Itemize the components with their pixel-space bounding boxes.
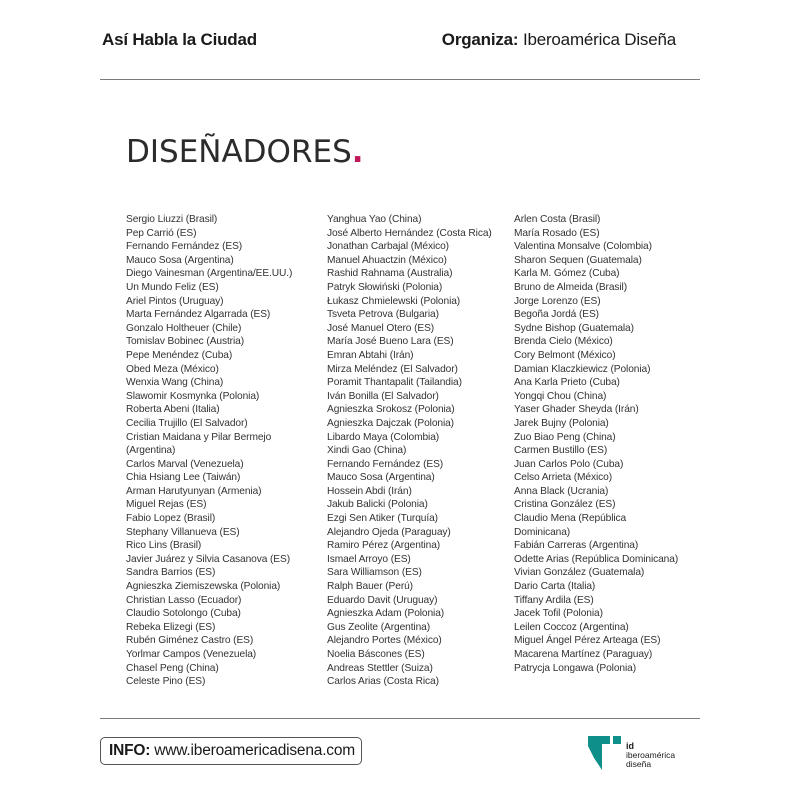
designer-entry: Dario Carta (Italia)	[514, 581, 596, 593]
designer-entry: Christian Lasso (Ecuador)	[126, 594, 242, 606]
iberoamerica-disena-logo	[588, 736, 708, 776]
designer-entry: Brenda Cielo (México)	[514, 336, 613, 348]
designer-entry: Cristina González (ES)	[514, 499, 616, 511]
designers-column-1	[126, 213, 316, 689]
designer-entry: Pepe Menéndez (Cuba)	[126, 349, 233, 361]
designers-column-3	[514, 213, 714, 675]
designer-entry: Carmen Bustillo (ES)	[514, 445, 608, 457]
designer-entry: Cecilia Trujillo (El Salvador)	[126, 417, 248, 429]
designer-entry: (Argentina)	[126, 445, 176, 457]
designer-entry: Libardo Maya (Colombia)	[327, 431, 440, 443]
designer-entry: José Manuel Otero (ES)	[327, 322, 435, 334]
designer-entry: Mauco Sosa (Argentina)	[126, 254, 234, 266]
designer-entry: Rashid Rahnama (Australia)	[327, 268, 453, 280]
designer-entry: Stephany Villanueva (ES)	[126, 526, 240, 538]
designer-entry: Claudio Mena (República	[514, 513, 627, 525]
designer-entry: Juan Carlos Polo (Cuba)	[514, 458, 624, 470]
organizer-label: Organiza:	[441, 30, 519, 49]
designer-entry: Cristian Maidana y Pilar Bermejo	[126, 431, 272, 443]
designer-entry: Miguel Rejas (ES)	[126, 499, 207, 511]
designer-entry: Diego Vainesman (Argentina/EE.UU.)	[126, 268, 293, 280]
designer-entry: Miguel Ángel Pérez Arteaga (ES)	[514, 635, 661, 647]
designer-entry: Rubén Giménez Castro (ES)	[126, 635, 254, 647]
designer-entry: Rico Lins (Brasil)	[126, 540, 202, 552]
designer-entry: Macarena Martínez (Paraguay)	[514, 649, 653, 660]
designer-entry: Slawomir Kosmynka (Polonia)	[126, 390, 260, 402]
designer-entry: Dominicana)	[514, 526, 571, 538]
designer-entry: Carlos Marval (Venezuela)	[126, 458, 244, 470]
designer-entry: Alejandro Ojeda (Paraguay)	[327, 526, 451, 538]
designer-entry: Ariel Pintos (Uruguay)	[126, 295, 224, 307]
designer-entry: Hossein Abdi (Irán)	[327, 485, 412, 497]
info-url[interactable]: www.iberoamericadisena.com	[154, 742, 355, 759]
page-title	[126, 134, 364, 170]
designer-entry: Arlen Costa (Brasil)	[514, 214, 601, 225]
designer-entry: Zuo Biao Peng (China)	[514, 431, 616, 443]
designer-entry: Patrycja Longawa (Polonia)	[514, 662, 636, 674]
page-header	[100, 30, 700, 54]
designer-entry: Jakub Balicki (Polonia)	[327, 499, 428, 511]
designer-entry: Jarek Bujny (Polonia)	[514, 417, 609, 429]
designer-entry: Fernando Fernández (ES)	[126, 241, 243, 253]
logo-mark-icon	[588, 736, 624, 772]
designer-entry: Javier Juárez y Silvia Casanova (ES)	[126, 553, 290, 565]
designer-entry: Fabio Lopez (Brasil)	[126, 513, 216, 525]
designer-entry: Emran Abtahi (Irán)	[327, 349, 414, 361]
designer-entry: Tsveta Petrova (Bulgaria)	[327, 309, 439, 321]
logo-wordmark	[626, 742, 675, 769]
designer-entry: Ismael Arroyo (ES)	[327, 553, 411, 565]
designer-entry: Gonzalo Holtheuer (Chile)	[126, 322, 242, 334]
designer-entry: Yongqi Chou (China)	[514, 390, 607, 402]
designer-entry: Ramiro Pérez (Argentina)	[327, 540, 441, 552]
designer-entry: Ezgi Sen Atiker (Turquía)	[327, 513, 438, 525]
designer-entry: José Alberto Hernández (Costa Rica)	[327, 227, 492, 239]
designer-entry: Jacek Tofil (Polonia)	[514, 608, 603, 620]
designer-entry: Chasel Peng (China)	[126, 662, 219, 674]
designer-entry: Roberta Abeni (Italia)	[126, 404, 220, 416]
designer-entry: Fernando Fernández (ES)	[327, 458, 444, 470]
designer-entry: Sydne Bishop (Guatemala)	[514, 322, 634, 334]
info-box	[100, 737, 362, 765]
designer-entry: Obed Meza (México)	[126, 363, 219, 375]
designer-entry: Marta Fernández Algarrada (ES)	[126, 309, 271, 321]
designer-entry: Jorge Lorenzo (ES)	[514, 295, 601, 307]
designer-entry: Yaser Ghader Sheyda (Irán)	[514, 404, 639, 416]
designer-entry: Agnieszka Ziemiszewska (Polonia)	[126, 581, 281, 593]
event-name: Así Habla la Ciudad	[102, 30, 257, 49]
title-accent-dot: .	[351, 134, 364, 170]
designer-entry: María Rosado (ES)	[514, 227, 600, 239]
designer-entry: Ana Karla Prieto (Cuba)	[514, 377, 620, 389]
designers-list	[126, 213, 706, 703]
designer-entry: Sara Williamson (ES)	[327, 567, 422, 579]
designers-column-2	[327, 213, 507, 689]
designer-entry: Begoña Jordá (ES)	[514, 309, 599, 321]
designer-entry: Celeste Pino (ES)	[126, 676, 206, 688]
designer-entry: Mauco Sosa (Argentina)	[327, 472, 435, 484]
designer-entry: Fabián Carreras (Argentina)	[514, 540, 639, 552]
designer-entry: Sharon Sequen (Guatemala)	[514, 254, 642, 266]
designer-entry: Anna Black (Ucrania)	[514, 485, 609, 497]
designer-entry: Jonathan Carbajal (México)	[327, 241, 449, 253]
logo-line-2: iberoamérica	[626, 750, 676, 760]
designer-entry: Yanghua Yao (China)	[327, 214, 422, 225]
designer-entry: Patryk Słowiński (Polonia)	[327, 281, 443, 293]
designer-entry: Gus Zeolite (Argentina)	[327, 621, 431, 633]
designer-entry: Bruno de Almeida (Brasil)	[514, 281, 628, 293]
designer-entry: Chia Hsiang Lee (Taiwán)	[126, 472, 241, 484]
designer-entry: Yorlmar Campos (Venezuela)	[126, 649, 257, 660]
designer-entry: Alejandro Portes (México)	[327, 635, 442, 647]
designer-entry: Mirza Meléndez (El Salvador)	[327, 363, 458, 375]
designer-entry: Agnieszka Dajczak (Polonia)	[327, 417, 454, 429]
designer-entry: Wenxia Wang (China)	[126, 377, 224, 389]
info-label: INFO:	[109, 742, 151, 759]
logo-line-1: id	[626, 741, 634, 751]
designer-entry: Noelia Báscones (ES)	[327, 649, 425, 660]
designer-entry: Rebeka Elizegi (ES)	[126, 621, 216, 633]
designer-entry: Ralph Bauer (Perú)	[327, 581, 413, 593]
designer-entry: Pep Carrió (ES)	[126, 227, 197, 239]
designer-entry: Un Mundo Feliz (ES)	[126, 281, 219, 293]
title-text: DISEÑADORES	[126, 134, 352, 170]
designer-entry: Iván Bonilla (El Salvador)	[327, 390, 439, 402]
organizer	[442, 30, 676, 50]
designer-entry: Poramit Thantapalit (Tailandia)	[327, 377, 462, 389]
designer-entry: Vivian González (Guatemala)	[514, 567, 645, 579]
designer-entry: Karla M. Gómez (Cuba)	[514, 268, 620, 280]
designer-entry: Claudio Sotolongo (Cuba)	[126, 608, 241, 620]
designer-entry: Manuel Ahuactzin (México)	[327, 254, 447, 266]
designer-entry: Celso Arrieta (México)	[514, 472, 613, 484]
designer-entry: Eduardo Davit (Uruguay)	[327, 594, 438, 606]
designer-entry: Valentina Monsalve (Colombia)	[514, 241, 652, 253]
designer-entry: Carlos Arias (Costa Rica)	[327, 676, 439, 688]
designer-entry: Agnieszka Adam (Polonia)	[327, 608, 445, 620]
designer-entry: Tomislav Bobinec (Austria)	[126, 336, 244, 348]
designer-entry: Łukasz Chmielewski (Polonia)	[327, 295, 461, 307]
logo-line-3: diseña	[626, 759, 652, 769]
top-divider	[100, 79, 700, 80]
designer-entry: Sergio Liuzzi (Brasil)	[126, 214, 218, 225]
designer-entry: Andreas Stettler (Suiza)	[327, 662, 433, 674]
designer-entry: Xindi Gao (China)	[327, 445, 407, 457]
designer-entry: Sandra Barrios (ES)	[126, 567, 216, 579]
designer-entry: María José Bueno Lara (ES)	[327, 336, 454, 348]
designer-entry: Arman Harutyunyan (Armenia)	[126, 485, 262, 497]
designer-entry: Leilen Coccoz (Argentina)	[514, 621, 629, 633]
bottom-divider	[100, 718, 700, 719]
designer-entry: Odette Arias (República Dominicana)	[514, 553, 679, 565]
designer-entry: Cory Belmont (México)	[514, 349, 616, 361]
designer-entry: Damian Klaczkiewicz (Polonia)	[514, 363, 651, 375]
designer-entry: Tiffany Ardila (ES)	[514, 594, 594, 606]
organizer-name: Iberoamérica Diseña	[522, 30, 676, 49]
designer-entry: Agnieszka Srokosz (Polonia)	[327, 404, 455, 416]
